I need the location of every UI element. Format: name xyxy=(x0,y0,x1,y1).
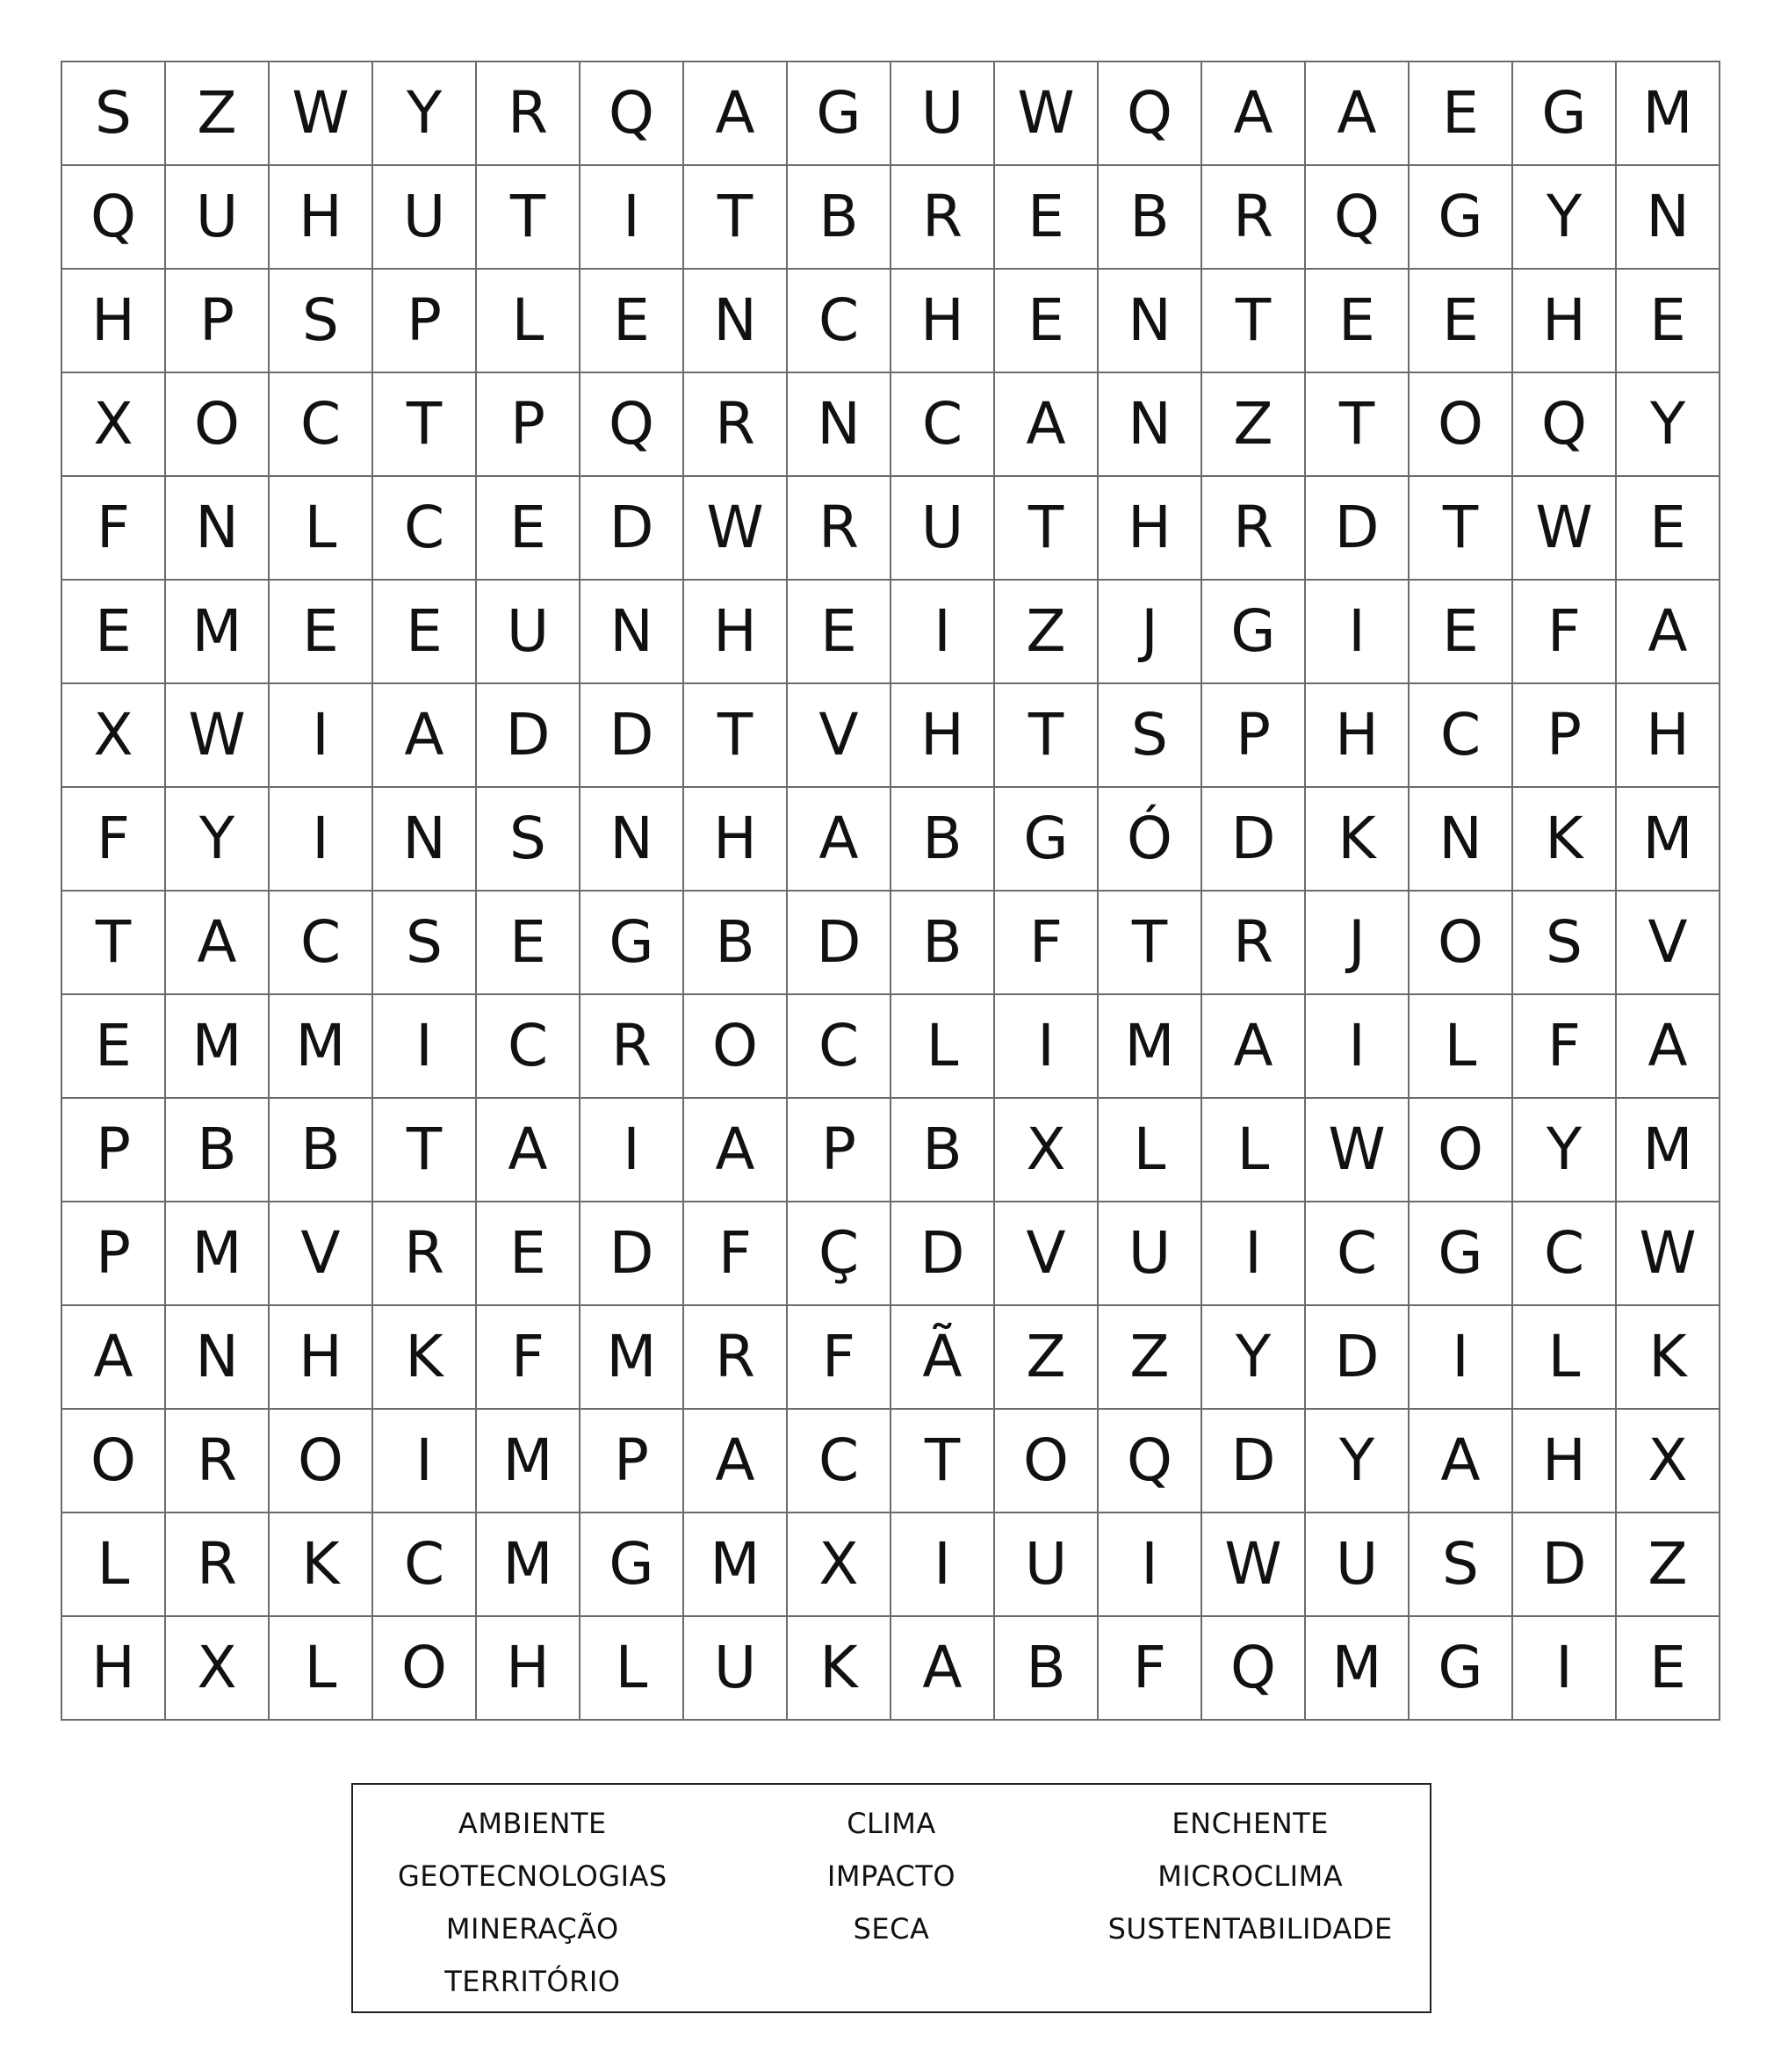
grid-cell[interactable]: B xyxy=(684,892,788,995)
grid-cell[interactable]: P xyxy=(1202,684,1306,788)
grid-cell[interactable]: F xyxy=(995,892,1099,995)
grid-cell[interactable]: K xyxy=(788,1617,891,1721)
grid-cell[interactable]: H xyxy=(1306,684,1410,788)
grid-cell[interactable]: D xyxy=(477,684,580,788)
grid-cell[interactable]: T xyxy=(477,166,580,270)
grid-cell[interactable]: C xyxy=(891,373,995,477)
word-list-item: TERRITÓRIO xyxy=(444,1965,621,1998)
grid-cell[interactable]: B xyxy=(1099,166,1202,270)
grid-cell[interactable]: S xyxy=(1099,684,1202,788)
grid-cell[interactable]: N xyxy=(580,788,684,892)
grid-cell[interactable]: I xyxy=(270,788,373,892)
grid-cell[interactable]: M xyxy=(477,1513,580,1617)
grid-cell[interactable]: N xyxy=(684,270,788,373)
grid-cell[interactable]: I xyxy=(891,1513,995,1617)
grid-cell[interactable]: I xyxy=(373,1410,477,1513)
grid-cell[interactable]: U xyxy=(1099,1202,1202,1306)
grid-cell[interactable]: S xyxy=(477,788,580,892)
grid-cell[interactable]: X xyxy=(62,684,166,788)
grid-cell[interactable]: A xyxy=(995,373,1099,477)
grid-cell[interactable]: R xyxy=(477,62,580,166)
grid-cell[interactable]: Y xyxy=(1513,1099,1617,1202)
grid-cell[interactable]: T xyxy=(1410,477,1513,581)
grid-cell[interactable]: G xyxy=(580,1513,684,1617)
grid-cell[interactable]: T xyxy=(995,684,1099,788)
grid-cell[interactable]: V xyxy=(788,684,891,788)
grid-cell[interactable]: W xyxy=(995,62,1099,166)
grid-cell[interactable]: A xyxy=(1306,62,1410,166)
grid-cell[interactable]: Y xyxy=(1202,1306,1306,1410)
word-list-item: MICROCLIMA xyxy=(1157,1859,1344,1893)
grid-cell[interactable]: E xyxy=(788,581,891,684)
grid-cell[interactable]: M xyxy=(477,1410,580,1513)
grid-cell[interactable]: G xyxy=(580,892,684,995)
grid-cell[interactable]: Y xyxy=(373,62,477,166)
grid-cell[interactable]: G xyxy=(1410,1202,1513,1306)
grid-cell[interactable]: X xyxy=(166,1617,270,1721)
grid-cell[interactable]: B xyxy=(995,1617,1099,1721)
grid-cell[interactable]: P xyxy=(62,1099,166,1202)
grid-cell[interactable]: P xyxy=(373,270,477,373)
word-list-column xyxy=(353,1797,712,2011)
grid-cell[interactable]: U xyxy=(891,62,995,166)
grid-cell[interactable]: G xyxy=(1410,166,1513,270)
grid-cell[interactable]: H xyxy=(477,1617,580,1721)
grid-cell[interactable]: C xyxy=(1513,1202,1617,1306)
grid-cell[interactable]: Q xyxy=(580,62,684,166)
grid-cell[interactable]: W xyxy=(1202,1513,1306,1617)
grid-cell[interactable]: A xyxy=(1202,995,1306,1099)
grid-cell[interactable]: F xyxy=(1099,1617,1202,1721)
grid-cell[interactable]: C xyxy=(270,892,373,995)
grid-cell[interactable]: R xyxy=(166,1410,270,1513)
grid-cell[interactable]: F xyxy=(62,788,166,892)
grid-cell[interactable]: M xyxy=(166,1202,270,1306)
grid-cell[interactable]: B xyxy=(270,1099,373,1202)
grid-cell[interactable]: D xyxy=(1202,1410,1306,1513)
grid-cell[interactable]: E xyxy=(477,892,580,995)
grid-cell[interactable]: R xyxy=(891,166,995,270)
grid-cell[interactable]: N xyxy=(373,788,477,892)
grid-cell[interactable]: M xyxy=(1617,1099,1720,1202)
grid-cell[interactable]: H xyxy=(270,1306,373,1410)
grid-cell[interactable]: W xyxy=(166,684,270,788)
grid-cell[interactable]: Q xyxy=(62,166,166,270)
grid-cell[interactable]: H xyxy=(62,270,166,373)
grid-cell[interactable]: L xyxy=(1202,1099,1306,1202)
grid-cell[interactable]: Q xyxy=(1099,62,1202,166)
grid-cell[interactable]: H xyxy=(1617,684,1720,788)
grid-cell[interactable]: E xyxy=(580,270,684,373)
grid-cell[interactable]: U xyxy=(995,1513,1099,1617)
grid-cell[interactable]: S xyxy=(373,892,477,995)
grid-cell[interactable]: B xyxy=(891,892,995,995)
grid-cell[interactable]: K xyxy=(270,1513,373,1617)
grid-cell[interactable]: T xyxy=(1306,373,1410,477)
grid-cell[interactable]: C xyxy=(270,373,373,477)
grid-cell[interactable]: X xyxy=(62,373,166,477)
grid-cell[interactable]: H xyxy=(1513,1410,1617,1513)
grid-cell[interactable]: Q xyxy=(1099,1410,1202,1513)
grid-cell[interactable]: A xyxy=(891,1617,995,1721)
grid-cell[interactable]: U xyxy=(1306,1513,1410,1617)
grid-cell[interactable]: Z xyxy=(1202,373,1306,477)
grid-cell[interactable]: T xyxy=(1099,892,1202,995)
grid-cell[interactable]: C xyxy=(477,995,580,1099)
grid-cell[interactable]: K xyxy=(1306,788,1410,892)
grid-cell[interactable]: A xyxy=(1410,1410,1513,1513)
word-list-item: GEOTECNOLOGIAS xyxy=(397,1859,667,1893)
grid-cell[interactable]: I xyxy=(1099,1513,1202,1617)
grid-cell[interactable]: D xyxy=(580,684,684,788)
grid-cell[interactable]: W xyxy=(684,477,788,581)
grid-cell[interactable]: D xyxy=(580,477,684,581)
grid-cell[interactable]: Ó xyxy=(1099,788,1202,892)
grid-cell[interactable]: O xyxy=(373,1617,477,1721)
grid-cell[interactable]: C xyxy=(788,270,891,373)
grid-cell[interactable]: A xyxy=(373,684,477,788)
grid-cell[interactable]: A xyxy=(684,1099,788,1202)
grid-cell[interactable]: N xyxy=(166,1306,270,1410)
grid-cell[interactable]: E xyxy=(995,270,1099,373)
grid-cell[interactable]: F xyxy=(1513,581,1617,684)
grid-cell[interactable]: B xyxy=(166,1099,270,1202)
word-list-item: SUSTENTABILIDADE xyxy=(1107,1912,1393,1946)
grid-cell[interactable]: F xyxy=(684,1202,788,1306)
grid-cell[interactable]: Y xyxy=(1513,166,1617,270)
grid-cell[interactable]: O xyxy=(1410,373,1513,477)
grid-cell[interactable]: B xyxy=(891,1099,995,1202)
grid-cell[interactable]: V xyxy=(1617,892,1720,995)
grid-cell[interactable]: O xyxy=(1410,892,1513,995)
grid-cell[interactable]: D xyxy=(1202,788,1306,892)
grid-cell[interactable]: A xyxy=(788,788,891,892)
grid-cell[interactable]: P xyxy=(580,1410,684,1513)
grid-cell[interactable]: P xyxy=(788,1099,891,1202)
grid-cell[interactable]: D xyxy=(891,1202,995,1306)
word-list-item: ENCHENTE xyxy=(1172,1807,1329,1840)
grid-cell[interactable]: U xyxy=(891,477,995,581)
grid-cell[interactable]: R xyxy=(684,1306,788,1410)
grid-cell[interactable]: H xyxy=(684,788,788,892)
grid-cell[interactable]: W xyxy=(1513,477,1617,581)
grid-cell[interactable]: R xyxy=(1202,477,1306,581)
grid-cell[interactable]: G xyxy=(995,788,1099,892)
grid-cell[interactable]: O xyxy=(684,995,788,1099)
grid-cell[interactable]: Q xyxy=(580,373,684,477)
grid-cell[interactable]: H xyxy=(270,166,373,270)
grid-cell[interactable]: N xyxy=(1099,270,1202,373)
grid-cell[interactable]: L xyxy=(891,995,995,1099)
grid-cell[interactable]: H xyxy=(62,1617,166,1721)
grid-cell[interactable]: M xyxy=(580,1306,684,1410)
grid-cell[interactable]: L xyxy=(580,1617,684,1721)
grid-cell[interactable]: X xyxy=(995,1099,1099,1202)
grid-cell[interactable]: T xyxy=(995,477,1099,581)
grid-cell[interactable]: P xyxy=(477,373,580,477)
grid-cell[interactable]: K xyxy=(373,1306,477,1410)
grid-cell[interactable]: R xyxy=(1202,892,1306,995)
grid-cell[interactable]: T xyxy=(62,892,166,995)
grid-cell[interactable]: D xyxy=(788,892,891,995)
grid-cell[interactable]: D xyxy=(580,1202,684,1306)
grid-cell[interactable]: L xyxy=(1099,1099,1202,1202)
grid-cell[interactable]: S xyxy=(1410,1513,1513,1617)
word-list-column xyxy=(1071,1797,1430,2011)
grid-cell[interactable]: Q xyxy=(1202,1617,1306,1721)
grid-cell[interactable]: L xyxy=(477,270,580,373)
grid-cell[interactable]: T xyxy=(684,166,788,270)
grid-cell[interactable]: C xyxy=(1410,684,1513,788)
grid-cell[interactable]: V xyxy=(995,1202,1099,1306)
grid-cell[interactable]: D xyxy=(1306,477,1410,581)
grid-cell[interactable]: J xyxy=(1306,892,1410,995)
grid-cell[interactable]: B xyxy=(891,788,995,892)
grid-cell[interactable]: Q xyxy=(1306,166,1410,270)
grid-cell[interactable]: C xyxy=(373,1513,477,1617)
grid-cell[interactable]: T xyxy=(891,1410,995,1513)
grid-cell[interactable]: F xyxy=(1513,995,1617,1099)
grid-cell[interactable]: F xyxy=(477,1306,580,1410)
grid-cell[interactable]: A xyxy=(1617,581,1720,684)
grid-cell[interactable]: Ç xyxy=(788,1202,891,1306)
grid-cell[interactable]: I xyxy=(995,995,1099,1099)
grid-cell[interactable]: M xyxy=(1617,788,1720,892)
grid-cell[interactable]: G xyxy=(1410,1617,1513,1721)
grid-cell[interactable]: I xyxy=(580,1099,684,1202)
grid-cell[interactable]: M xyxy=(1306,1617,1410,1721)
grid-cell[interactable]: A xyxy=(684,62,788,166)
grid-cell[interactable]: C xyxy=(373,477,477,581)
grid-cell[interactable]: F xyxy=(788,1306,891,1410)
grid-cell[interactable]: L xyxy=(1410,995,1513,1099)
grid-cell[interactable]: S xyxy=(1513,892,1617,995)
grid-cell[interactable]: R xyxy=(684,373,788,477)
grid-cell[interactable]: N xyxy=(1099,373,1202,477)
grid-cell[interactable]: V xyxy=(270,1202,373,1306)
word-list-column xyxy=(712,1797,1071,2011)
grid-cell[interactable]: I xyxy=(373,995,477,1099)
grid-cell[interactable]: C xyxy=(788,995,891,1099)
grid-cell[interactable]: P xyxy=(1513,684,1617,788)
grid-cell[interactable]: U xyxy=(477,581,580,684)
grid-cell[interactable]: O xyxy=(62,1410,166,1513)
grid-cell[interactable]: K xyxy=(1617,1306,1720,1410)
word-list-box xyxy=(351,1783,1431,2013)
grid-cell[interactable]: R xyxy=(788,477,891,581)
grid-cell[interactable]: I xyxy=(1202,1202,1306,1306)
grid-cell[interactable]: G xyxy=(1513,62,1617,166)
grid-cell[interactable]: M xyxy=(270,995,373,1099)
grid-cell[interactable]: L xyxy=(62,1513,166,1617)
grid-cell[interactable]: E xyxy=(1617,477,1720,581)
grid-cell[interactable]: U xyxy=(684,1617,788,1721)
grid-cell[interactable]: T xyxy=(373,1099,477,1202)
grid-cell[interactable]: R xyxy=(373,1202,477,1306)
grid-cell[interactable]: Z xyxy=(166,62,270,166)
grid-cell[interactable]: H xyxy=(891,684,995,788)
grid-cell[interactable]: S xyxy=(270,270,373,373)
grid-cell[interactable]: I xyxy=(270,684,373,788)
grid-cell[interactable]: Z xyxy=(995,581,1099,684)
word-list-item: IMPACTO xyxy=(826,1859,956,1893)
grid-cell[interactable]: L xyxy=(270,1617,373,1721)
grid-cell[interactable]: L xyxy=(1513,1306,1617,1410)
grid-cell[interactable]: Q xyxy=(1513,373,1617,477)
grid-cell[interactable]: U xyxy=(373,166,477,270)
grid-cell[interactable]: W xyxy=(1617,1202,1720,1306)
grid-cell[interactable]: C xyxy=(788,1410,891,1513)
grid-cell[interactable]: M xyxy=(1099,995,1202,1099)
grid-cell[interactable]: W xyxy=(270,62,373,166)
grid-cell[interactable]: N xyxy=(1410,788,1513,892)
grid-cell[interactable]: N xyxy=(580,581,684,684)
grid-cell[interactable]: E xyxy=(1410,270,1513,373)
grid-cell[interactable]: A xyxy=(1617,995,1720,1099)
grid-cell[interactable]: E xyxy=(62,581,166,684)
grid-cell[interactable]: Z xyxy=(1099,1306,1202,1410)
grid-cell[interactable]: H xyxy=(891,270,995,373)
grid-cell[interactable]: R xyxy=(580,995,684,1099)
grid-cell[interactable]: E xyxy=(373,581,477,684)
grid-cell[interactable]: E xyxy=(1410,581,1513,684)
grid-cell[interactable]: D xyxy=(1306,1306,1410,1410)
grid-cell[interactable]: O xyxy=(995,1410,1099,1513)
grid-cell[interactable]: A xyxy=(684,1410,788,1513)
grid-cell[interactable]: Y xyxy=(166,788,270,892)
grid-cell[interactable]: M xyxy=(166,995,270,1099)
grid-cell[interactable]: E xyxy=(1410,62,1513,166)
grid-cell[interactable]: P xyxy=(62,1202,166,1306)
grid-cell[interactable]: Ã xyxy=(891,1306,995,1410)
grid-cell[interactable]: N xyxy=(788,373,891,477)
grid-cell[interactable]: A xyxy=(62,1306,166,1410)
grid-cell[interactable]: T xyxy=(373,373,477,477)
grid-cell[interactable]: E xyxy=(995,166,1099,270)
grid-cell[interactable]: G xyxy=(788,62,891,166)
grid-cell[interactable]: E xyxy=(1617,1617,1720,1721)
grid-cell[interactable]: D xyxy=(1513,1513,1617,1617)
word-list-item: CLIMA xyxy=(847,1807,936,1840)
grid-cell[interactable]: M xyxy=(684,1513,788,1617)
grid-cell[interactable]: E xyxy=(270,581,373,684)
grid-cell[interactable]: H xyxy=(684,581,788,684)
grid-cell[interactable]: H xyxy=(1513,270,1617,373)
grid-cell[interactable]: F xyxy=(62,477,166,581)
grid-cell[interactable]: O xyxy=(166,373,270,477)
grid-cell[interactable]: H xyxy=(1099,477,1202,581)
grid-cell[interactable]: Z xyxy=(1617,1513,1720,1617)
grid-cell[interactable]: I xyxy=(1306,581,1410,684)
grid-cell[interactable]: I xyxy=(1410,1306,1513,1410)
grid-cell[interactable]: Y xyxy=(1306,1410,1410,1513)
grid-cell[interactable]: T xyxy=(1202,270,1306,373)
grid-cell[interactable]: X xyxy=(788,1513,891,1617)
grid-cell[interactable]: T xyxy=(684,684,788,788)
grid-cell[interactable]: M xyxy=(1617,62,1720,166)
grid-cell[interactable]: J xyxy=(1099,581,1202,684)
grid-cell[interactable]: R xyxy=(1202,166,1306,270)
word-list-item: AMBIENTE xyxy=(458,1807,607,1840)
grid-cell[interactable]: K xyxy=(1513,788,1617,892)
grid-cell[interactable]: X xyxy=(1617,1410,1720,1513)
grid-cell[interactable]: L xyxy=(270,477,373,581)
grid-cell[interactable]: P xyxy=(166,270,270,373)
grid-cell[interactable]: O xyxy=(1410,1099,1513,1202)
grid-cell[interactable]: R xyxy=(166,1513,270,1617)
grid-cell[interactable]: S xyxy=(62,62,166,166)
grid-cell[interactable]: B xyxy=(788,166,891,270)
grid-cell[interactable]: I xyxy=(580,166,684,270)
grid-cell[interactable]: I xyxy=(891,581,995,684)
word-list-item: SECA xyxy=(853,1912,930,1946)
grid-cell[interactable]: C xyxy=(1306,1202,1410,1306)
grid-cell[interactable]: N xyxy=(1617,166,1720,270)
grid-cell[interactable]: O xyxy=(270,1410,373,1513)
grid-cell[interactable]: A xyxy=(1202,62,1306,166)
grid-cell[interactable]: G xyxy=(1202,581,1306,684)
grid-cell[interactable]: E xyxy=(62,995,166,1099)
grid-cell[interactable]: A xyxy=(477,1099,580,1202)
grid-cell[interactable]: E xyxy=(1306,270,1410,373)
grid-cell[interactable]: N xyxy=(166,477,270,581)
grid-cell[interactable]: I xyxy=(1306,995,1410,1099)
grid-cell[interactable]: E xyxy=(477,477,580,581)
word-search-grid xyxy=(61,61,1720,1721)
grid-cell[interactable]: E xyxy=(477,1202,580,1306)
grid-cell[interactable]: Y xyxy=(1617,373,1720,477)
grid-cell[interactable]: A xyxy=(166,892,270,995)
grid-cell[interactable]: W xyxy=(1306,1099,1410,1202)
grid-cell[interactable]: I xyxy=(1513,1617,1617,1721)
grid-cell[interactable]: Z xyxy=(995,1306,1099,1410)
grid-cell[interactable]: E xyxy=(1617,270,1720,373)
word-list-item: MINERAÇÃO xyxy=(445,1912,619,1946)
grid-cell[interactable]: M xyxy=(166,581,270,684)
grid-cell[interactable]: U xyxy=(166,166,270,270)
